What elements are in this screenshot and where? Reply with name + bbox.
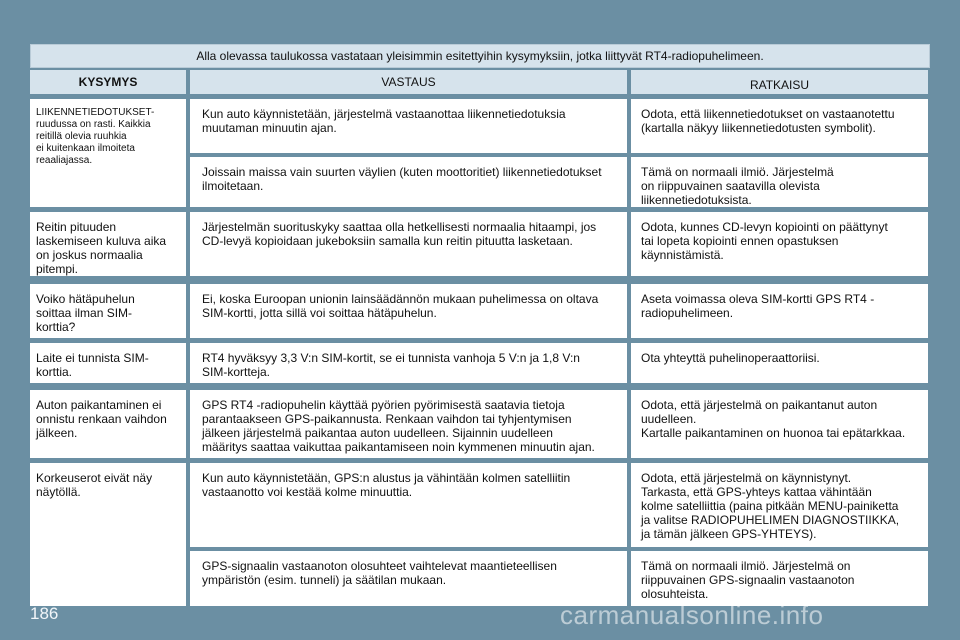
- question-cell: Auton paikantaminen ei onnistu renkaan vaihdon jälkeen.: [30, 390, 186, 458]
- question-cell: Korkeuserot eivät näy näytöllä.: [30, 463, 186, 606]
- header-answer: VASTAUS: [190, 70, 627, 94]
- solution-cell: Tämä on normaali ilmiö. Järjestelmä on riippuvainen GPS-signaalin vastaanoton olosuhteista.: [631, 551, 928, 606]
- answer-cell: Ei, koska Euroopan unionin lainsäädännön mukaan puhelimessa on oltava SIM-kortti, jotta sillä voi soittaa hätäpuhelun.: [190, 284, 627, 338]
- solution-cell: Ota yhteyttä puhelinoperaattoriisi.: [631, 343, 928, 383]
- intro-banner: Alla olevassa taulukossa vastataan yleisimmin esitettyihin kysymyksiin, jotka liittyvät RT4-radiopuhelimeen.: [30, 44, 930, 68]
- page-number: 186: [30, 604, 59, 623]
- header-question: KYSYMYS: [30, 70, 186, 94]
- solution-cell: Odota, kunnes CD-levyn kopiointi on päättynyt tai lopeta kopiointi ennen opastuksen käynnistämistä.: [631, 212, 928, 276]
- watermark: carmanualsonline.info: [560, 600, 824, 630]
- answer-cell: Järjestelmän suorituskyky saattaa olla hetkellisesti normaalia hitaampi, jos CD-levyä kopioidaan jukeboksiin samalla kun reitin pituutta lasketaan.: [190, 212, 627, 276]
- header-solution: RATKAISU: [631, 70, 928, 94]
- answer-cell: Joissain maissa vain suurten väylien (kuten moottoritiet) liikennetiedotukset ilmoitetaan.: [190, 157, 627, 207]
- answer-cell: GPS-signaalin vastaanoton olosuhteet vaihtelevat maantieteellisen ympäristön (esim. tunneli) ja säätilan mukaan.: [190, 551, 627, 606]
- answer-cell: RT4 hyväksyy 3,3 V:n SIM-kortit, se ei tunnista vanhoja 5 V:n ja 1,8 V:n SIM-kortteja.: [190, 343, 627, 383]
- solution-cell: Tämä on normaali ilmiö. Järjestelmä on riippuvainen saatavilla olevista liikennetiedotuksista.: [631, 157, 928, 207]
- answer-cell: Kun auto käynnistetään, GPS:n alustus ja vähintään kolmen satelliitin vastaanotto voi kestää kolme minuuttia.: [190, 463, 627, 547]
- question-cell: LIIKENNETIEDOTUKSET- ruudussa on rasti. Kaikkia reitillä olevia ruuhkia ei kuitenkaan ilmoiteta reaaliajassa.: [30, 99, 186, 207]
- solution-cell: Aseta voimassa oleva SIM-kortti GPS RT4 - radiopuhelimeen.: [631, 284, 928, 338]
- solution-cell: Odota, että järjestelmä on käynnistynyt. Tarkasta, että GPS-yhteys kattaa vähintään kolme satelliittia (paina pitkään MENU-painiketta ja valitse RADIOPUHELIMEN DIAGNOSTIIKKA, ja tämän jälkeen GPS-YHTEYS).: [631, 463, 928, 547]
- solution-cell: Odota, että liikennetiedotukset on vastaanotettu (kartalla näkyy liikennetiedotusten symbolit).: [631, 99, 928, 153]
- question-cell: Laite ei tunnista SIM- korttia.: [30, 343, 186, 383]
- question-cell: Voiko hätäpuhelun soittaa ilman SIM- korttia?: [30, 284, 186, 338]
- answer-cell: GPS RT4 -radiopuhelin käyttää pyörien pyörimisestä saatavia tietoja parantaakseen GPS-paikannusta. Renkaan vaihdon tai tyhjentymisen jälkeen järjestelmä paikantaa auton uudelleen. Sijainnin uudelleen määritys saattaa vaikuttaa paikantamiseen noin kymmenen minuutin ajan.: [190, 390, 627, 458]
- question-cell: Reitin pituuden laskemiseen kuluva aika on joskus normaalia pitempi.: [30, 212, 186, 276]
- solution-cell: Odota, että järjestelmä on paikantanut auton uudelleen. Kartalle paikantaminen on huonoa tai epätarkkaa.: [631, 390, 928, 458]
- answer-cell: Kun auto käynnistetään, järjestelmä vastaanottaa liikennetiedotuksia muutaman minuutin ajan.: [190, 99, 627, 153]
